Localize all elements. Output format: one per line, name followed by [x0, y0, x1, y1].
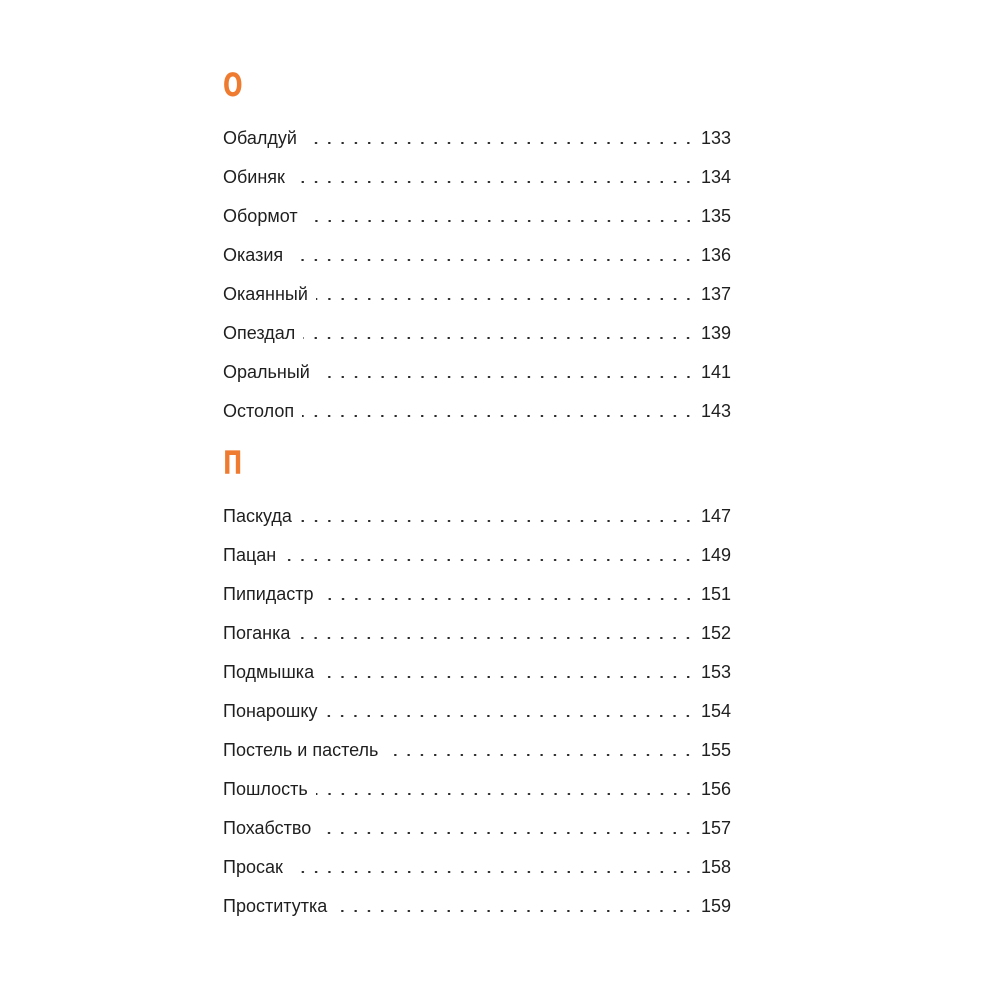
dot-leader — [300, 520, 695, 522]
entry-title: Оральный — [223, 362, 310, 382]
index-entry — [223, 614, 731, 653]
index-entry — [223, 653, 731, 692]
section-letter-heading: О — [223, 66, 243, 104]
entry-page-number: 159 — [700, 896, 731, 916]
entry-page-number: 155 — [700, 740, 731, 760]
dot-leader — [386, 754, 695, 756]
entry-page-number: 133 — [700, 128, 731, 148]
entry-title: Постель и пастель — [223, 740, 379, 760]
index-entry — [223, 236, 731, 275]
entry-page-number: 151 — [700, 584, 731, 604]
dot-leader — [305, 142, 695, 144]
dot-leader — [322, 676, 695, 678]
entry-page-number: 152 — [700, 623, 731, 643]
index-entry — [223, 158, 731, 197]
entry-list — [223, 497, 731, 926]
index-entry — [223, 575, 731, 614]
dot-leader — [316, 298, 695, 300]
index-entry — [223, 848, 731, 887]
dot-leader — [322, 598, 695, 600]
dot-leader — [291, 259, 695, 261]
section-letter-p — [223, 446, 731, 926]
entry-page-number: 135 — [700, 206, 731, 226]
entry-page-number: 143 — [700, 401, 731, 421]
dot-leader — [291, 871, 695, 873]
dot-leader — [319, 832, 695, 834]
index-entry — [223, 731, 731, 770]
dot-leader — [316, 793, 695, 795]
entry-page-number: 141 — [700, 362, 731, 382]
entry-page-number: 137 — [700, 284, 731, 304]
index-entry — [223, 119, 731, 158]
entry-title: Проститутка — [223, 896, 328, 916]
section-letter-o — [223, 68, 731, 431]
entry-list — [223, 119, 731, 431]
index-entry — [223, 314, 731, 353]
index-entry — [223, 770, 731, 809]
entry-title: Остолоп — [223, 401, 295, 421]
entry-title: Паскуда — [223, 506, 292, 526]
dot-leader — [293, 181, 695, 183]
entry-page-number: 158 — [700, 857, 731, 877]
index-entry — [223, 809, 731, 848]
entry-title: Просак — [223, 857, 283, 877]
index-entry — [223, 353, 731, 392]
entry-page-number: 139 — [700, 323, 731, 343]
entry-title: Понарошку — [223, 701, 318, 721]
index-entry — [223, 275, 731, 314]
entry-title: Пипидастр — [223, 584, 314, 604]
section-letter-heading: П — [223, 444, 243, 482]
entry-title: Опездал — [223, 323, 296, 343]
entry-page-number: 154 — [700, 701, 731, 721]
dot-leader — [318, 376, 695, 378]
entry-title: Подмышка — [223, 662, 315, 682]
index-entry — [223, 392, 731, 431]
entry-title: Оказия — [223, 245, 284, 265]
entry-page-number: 153 — [700, 662, 731, 682]
entry-title: Обалдуй — [223, 128, 297, 148]
dot-leader — [325, 715, 695, 717]
entry-title: Похабство — [223, 818, 312, 838]
dot-leader — [284, 559, 695, 561]
entry-title: Окаянный — [223, 284, 308, 304]
dot-leader — [303, 337, 695, 339]
index-entry — [223, 197, 731, 236]
entry-title: Обиняк — [223, 167, 285, 187]
index-entry — [223, 887, 731, 926]
dot-leader — [306, 220, 695, 222]
dot-leader — [298, 637, 695, 639]
entry-title: Поганка — [223, 623, 291, 643]
dot-leader — [335, 910, 695, 912]
entry-page-number: 156 — [700, 779, 731, 799]
entry-page-number: 136 — [700, 245, 731, 265]
entry-page-number: 157 — [700, 818, 731, 838]
entry-page-number: 134 — [700, 167, 731, 187]
entry-page-number: 149 — [700, 545, 731, 565]
entry-title: Обормот — [223, 206, 298, 226]
index-entry — [223, 692, 731, 731]
entry-title: Пацан — [223, 545, 277, 565]
index-entry — [223, 497, 731, 536]
entry-page-number: 147 — [700, 506, 731, 526]
index-entry — [223, 536, 731, 575]
dot-leader — [302, 415, 695, 417]
entry-title: Пошлость — [223, 779, 308, 799]
